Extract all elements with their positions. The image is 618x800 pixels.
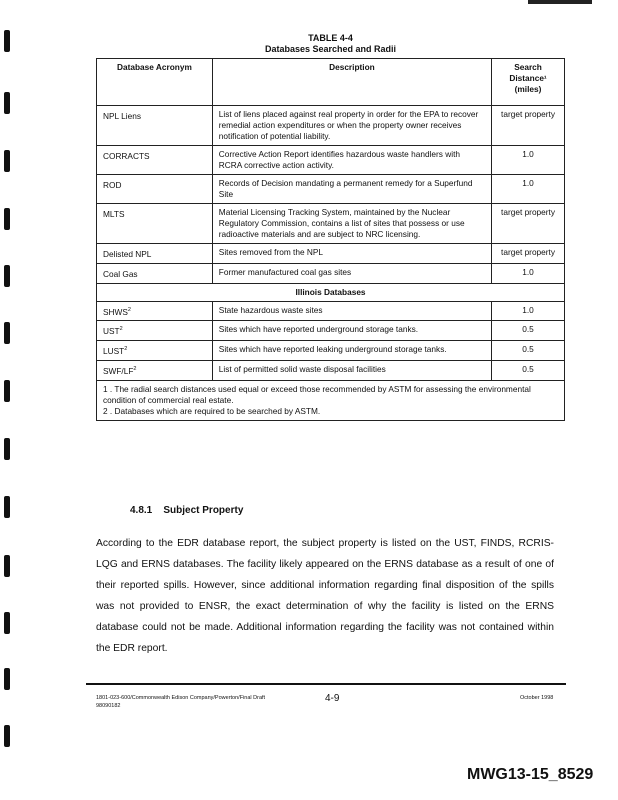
acronym: SHWS <box>103 306 128 317</box>
acronym-cell <box>97 341 213 361</box>
description-cell: Sites removed from the NPL <box>212 244 491 264</box>
footer-number: 98090182 <box>96 703 121 709</box>
acronym: ROD <box>103 179 122 190</box>
acronym: SWF/LF <box>103 365 134 376</box>
binder-hole-mark <box>4 668 10 690</box>
binder-hole-mark <box>4 265 10 287</box>
binder-hole-mark <box>4 208 10 230</box>
top-edge-mark <box>528 0 592 4</box>
table-row <box>97 360 565 380</box>
acronym-cell <box>97 146 213 175</box>
acronym-cell <box>97 244 213 264</box>
table-row <box>97 341 565 361</box>
acronym: Coal Gas <box>103 268 138 279</box>
table-row <box>97 175 565 204</box>
acronym-cell <box>97 204 213 244</box>
table-title: Databases Searched and Radii <box>264 44 397 54</box>
acronym-cell <box>97 263 213 283</box>
section-row <box>97 283 565 301</box>
binder-hole-mark <box>4 30 10 52</box>
footnote-2: 2 . Databases which are required to be searched by ASTM. <box>103 405 321 416</box>
footnote-ref: 2 <box>127 306 131 313</box>
table-number: TABLE 4-4 <box>308 33 353 43</box>
description-cell: Material Licensing Tracking System, maintained by the Nuclear Regulatory Commission, contains a list of sites that possess or use radioactive materials and are subject to NRC licensing. <box>212 204 491 244</box>
header-description: Description <box>212 59 491 106</box>
body-paragraph: According to the EDR database report, the subject property is listed on the UST, FINDS, RCRIS-LQG and ERNS databases. The facility likely appeared on the ERNS database as a result of one of their reported spills. However, since additional information regarding final disposition of the spills was not provided to ENSR, the exact determination of why the facility is listed on the ERNS database could not be made. Additional information regarding the facility was not contained within the EDR report. <box>96 538 554 654</box>
binder-hole-mark <box>4 380 10 402</box>
distance-cell: target property <box>492 204 565 244</box>
binder-hole-mark <box>4 555 10 577</box>
acronym: LUST <box>103 345 125 356</box>
acronym-cell <box>97 106 213 146</box>
description-cell: List of liens placed against real property in order for the EPA to recover remedial action expenditures or when the property owner receives notification of potential liability. <box>212 106 491 146</box>
table-row <box>97 263 565 283</box>
footer-rule <box>86 683 566 685</box>
acronym-cell <box>97 360 213 380</box>
header-distance: Search Distance¹ (miles) <box>492 59 565 106</box>
distance-cell: 1.0 <box>492 263 565 283</box>
table-row <box>97 301 565 321</box>
description-cell: Records of Decision mandating a permanent remedy for a Superfund Site <box>212 175 491 204</box>
binder-hole-mark <box>4 496 10 518</box>
footnotes-row <box>97 380 565 420</box>
distance-cell: 0.5 <box>492 360 565 380</box>
distance-cell: 1.0 <box>492 175 565 204</box>
table-row <box>97 146 565 175</box>
distance-cell: 0.5 <box>492 341 565 361</box>
binder-hole-mark <box>4 322 10 344</box>
binder-hole-mark <box>4 150 10 172</box>
table-header-row <box>97 59 565 106</box>
section-label: Illinois Databases <box>97 283 565 301</box>
footnote-ref: 2 <box>119 326 123 333</box>
table-row <box>97 204 565 244</box>
distance-cell: target property <box>492 244 565 264</box>
footer-doc-id <box>96 694 265 710</box>
bates-stamp: MWG13-15_8529 <box>467 766 594 783</box>
acronym-cell <box>97 321 213 341</box>
binder-hole-mark <box>4 725 10 747</box>
binder-hole-mark <box>4 438 10 460</box>
description-cell: State hazardous waste sites <box>212 301 491 321</box>
databases-table <box>96 58 565 421</box>
footer-project: 1801-023-600/Commonwealth Edison Company/Powerton/Final Draft <box>96 695 266 701</box>
description-cell: Sites which have reported underground storage tanks. <box>212 321 491 341</box>
footnote-ref: 2 <box>124 346 128 353</box>
acronym: CORRACTS <box>103 150 150 161</box>
distance-cell: 1.0 <box>492 146 565 175</box>
acronym: NPL Liens <box>103 110 141 121</box>
section-heading: 4.8.1 Subject Property <box>130 505 244 516</box>
description-cell: List of permitted solid waste disposal facilities <box>212 360 491 380</box>
binder-hole-mark <box>4 612 10 634</box>
binder-hole-mark <box>4 92 10 114</box>
page-number: 4-9 <box>325 693 340 704</box>
footnote-1: 1 . The radial search distances used equal or exceed those recommended by ASTM for assessing the environmental condition of commercial real estate. <box>103 383 531 405</box>
distance-cell: 1.0 <box>492 301 565 321</box>
distance-cell: target property <box>492 106 565 146</box>
table-row <box>97 244 565 264</box>
footnote-ref: 2 <box>133 365 137 372</box>
footer-date: October 1998 <box>520 695 554 701</box>
acronym-cell <box>97 175 213 204</box>
table-row <box>97 321 565 341</box>
acronym-cell <box>97 301 213 321</box>
description-cell: Former manufactured coal gas sites <box>212 263 491 283</box>
description-cell: Corrective Action Report identifies hazardous waste handlers with RCRA corrective action activity. <box>212 146 491 175</box>
acronym: UST <box>103 326 120 337</box>
acronym: MLTS <box>103 208 125 219</box>
table-row <box>97 106 565 146</box>
acronym: Delisted NPL <box>103 248 152 259</box>
description-cell: Sites which have reported leaking underground storage tanks. <box>212 341 491 361</box>
distance-cell: 0.5 <box>492 321 565 341</box>
header-acronym: Database Acronym <box>97 59 213 106</box>
